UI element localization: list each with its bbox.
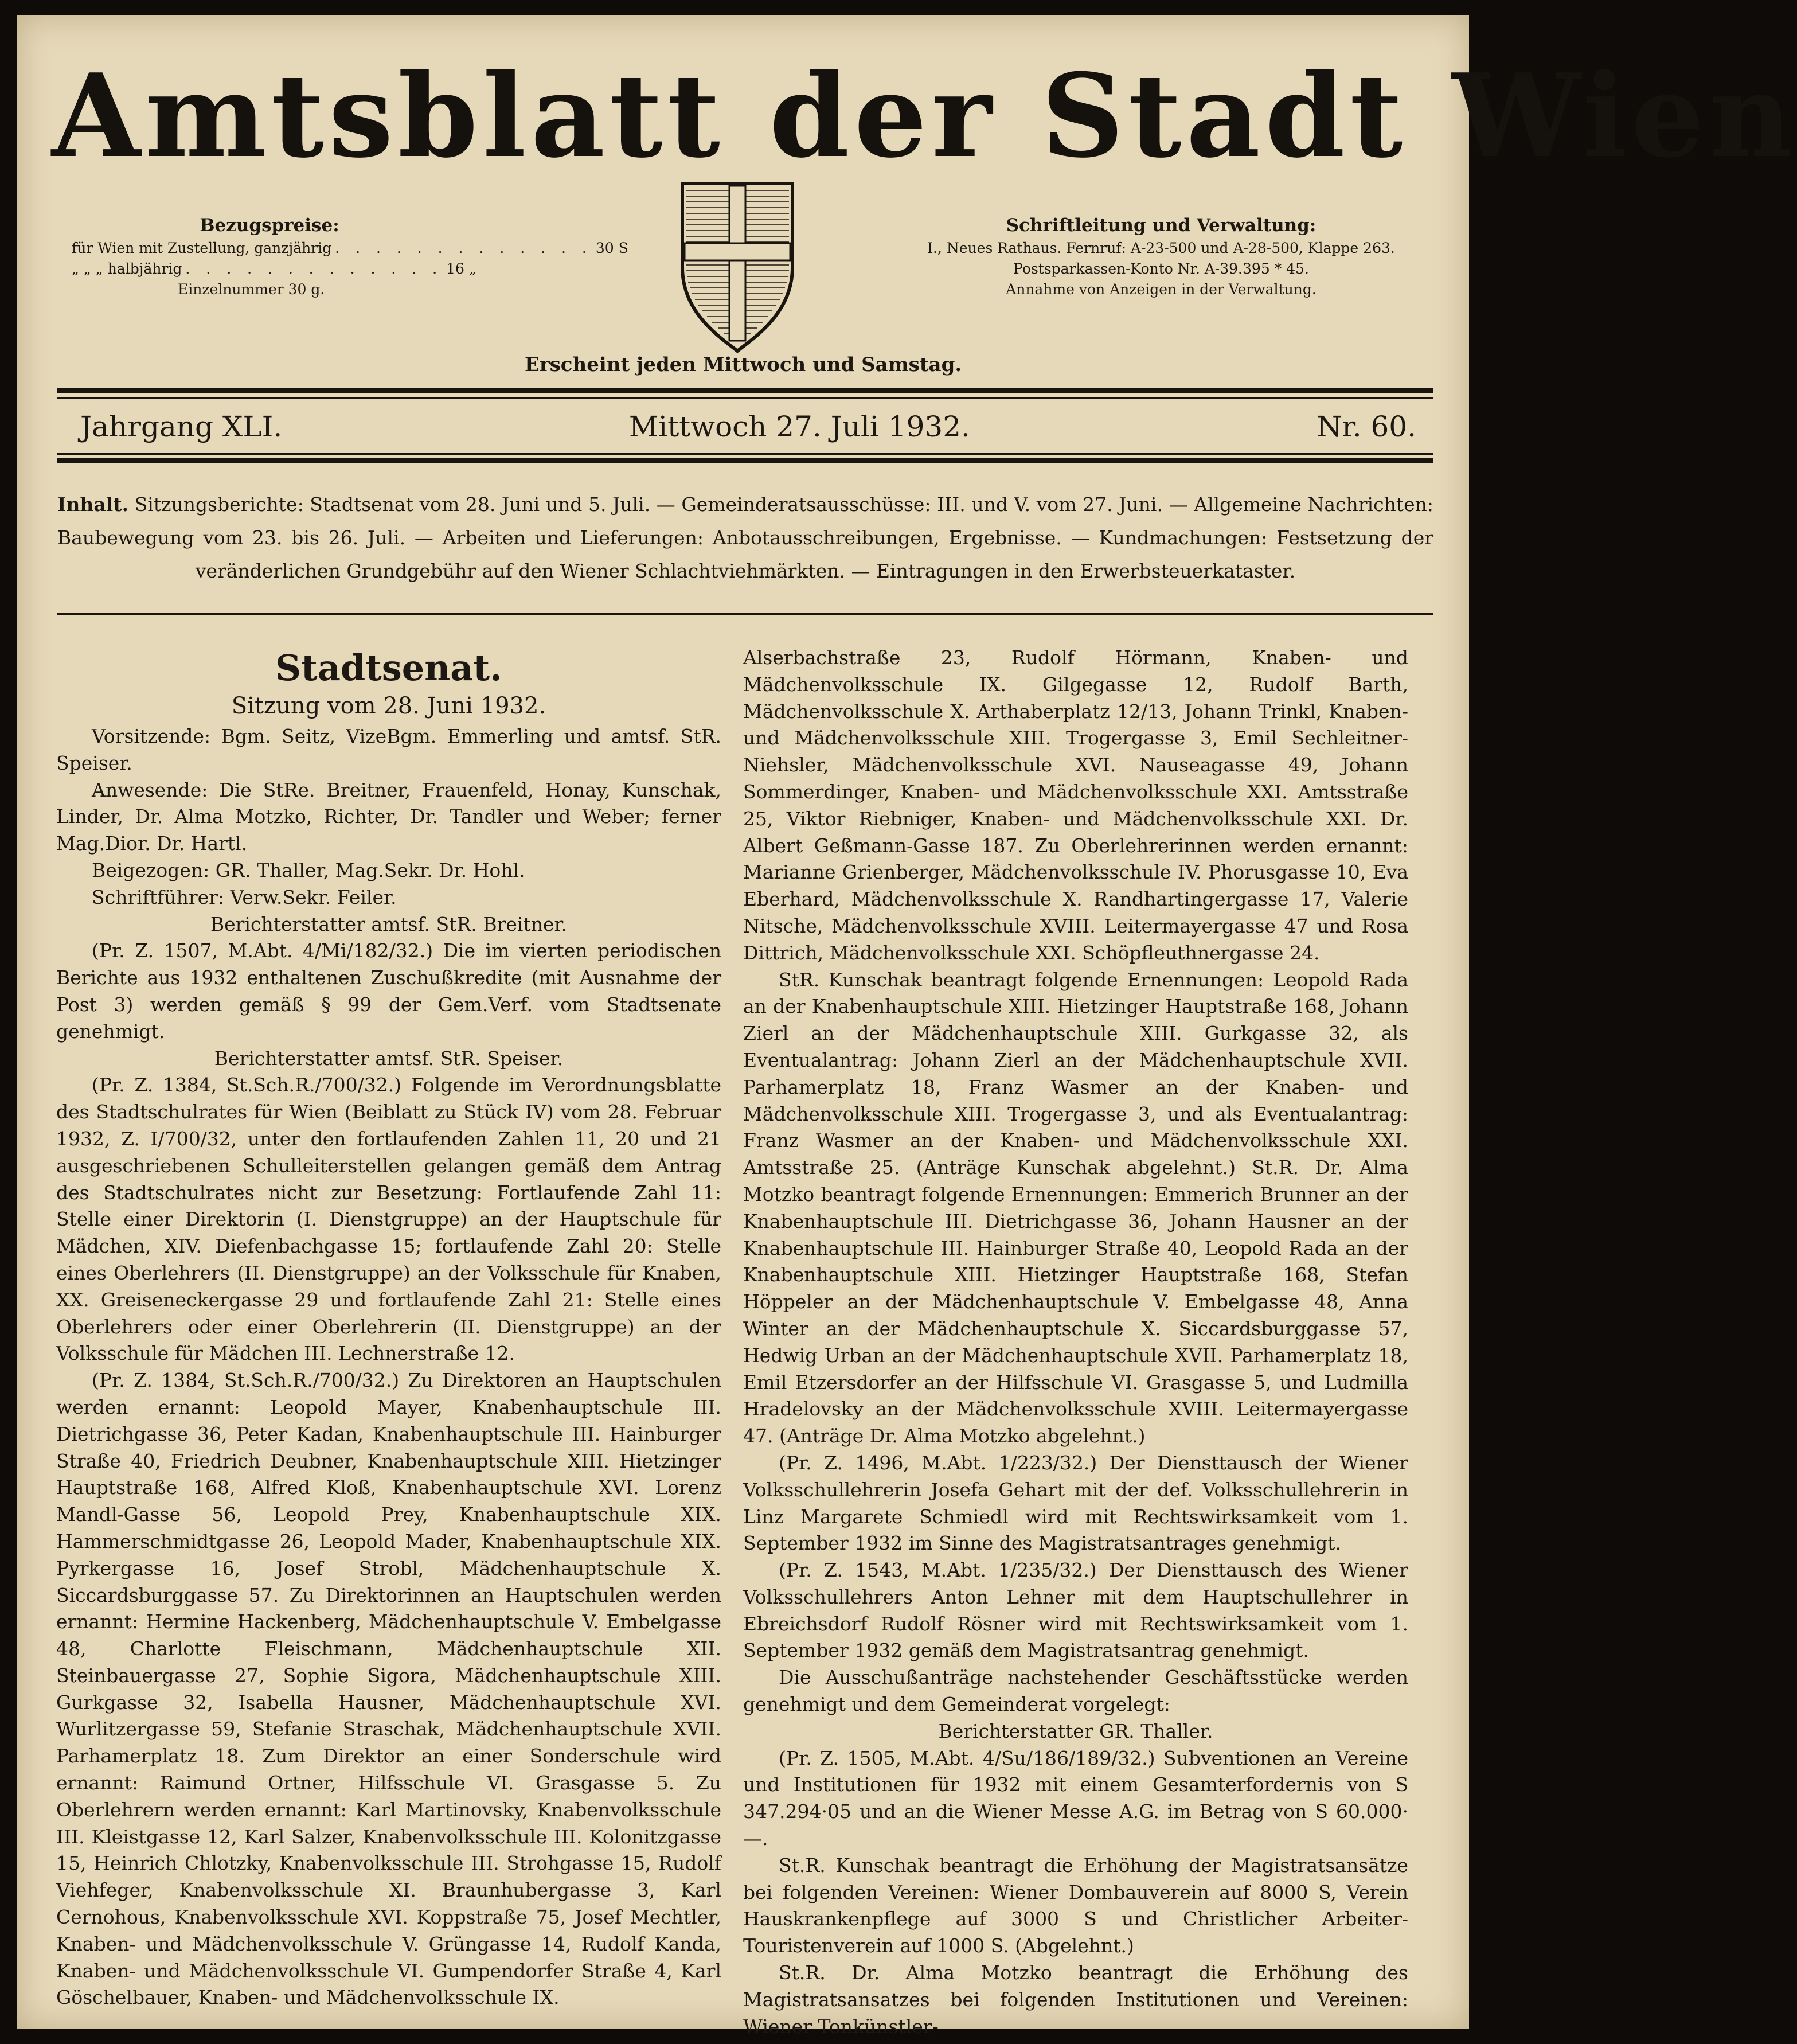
issue-date: Mittwoch 27. Juli 1932. xyxy=(628,410,970,443)
masthead-title: Amtsblatt der Stadt Wien xyxy=(52,49,1797,184)
paragraph: Alserbachstraße 23, Rudolf Hörmann, Knaben- und Mädchenvolksschule IX. Gilgegasse 12, Rudolf Barth, Mädchenvolksschule X. Arthaberplatz 12/13, Johann Trinkl, Knaben- und Mädchenvolksschule XIII. Trogergasse 3, Emil Sechleitner-Niehsler, Mädchenvolksschule XVI. Nauseagasse 49, Johann Sommerdinger, Knaben- und Mädchenvolksschule XXI. Amtsstraße 25, Viktor Riebniger, Knaben- und Mädchenvolksschule XXI. Dr. Albert Geßmann-Gasse 187. Zu Oberlehrerinnen werden ernannt: Marianne Grienberger, Mädchenvolksschule IV. Phorusgasse 10, Eva Eberhard, Mädchenvolksschule X. Randhartingergasse 17, Valerie Nitsche, Mädchenvolksschule XVIII. Leitermayergasse 47 und Rosa Dittrich, Mädchenvolksschule XXI. Schöpfleuthnergasse 24. xyxy=(743,646,1408,964)
paragraph: (Pr. Z. 1384, St.Sch.R./700/32.) Folgende im Verordnungsblatte des Stadtschulrates für Wien (Beiblatt zu Stück IV) vom 28. Februar 1932, Z. I/700/32, unter den fortlaufenden Zahlen 11, 20 und 21 ausgeschriebenen Schulleiterstellen gelangen gemäß dem Antrag des Stadtschulrates nicht zur Besetzung: Fortlaufende Zahl 11: Stelle einer Direktorin (I. Dienstgruppe) an der Hauptschule für Mädchen, XIV. Diefenbachgasse 15; fortlaufende Zahl 20: Stelle eines Oberlehrers (II. Dienstgruppe) an der Volksschule für Knaben, XX. Greiseneckergasse 29 und fortlaufende Zahl 21: Stelle eines Oberlehrers oder einer Oberlehrerin (II. Dienstgruppe) an der Volksschule für Mädchen III. Lechnerstraße 12. xyxy=(56,1074,721,1365)
issue-number: Nr. 60. xyxy=(1317,410,1416,443)
editorial-office xyxy=(903,213,1419,300)
paragraph: (Pr. Z. 1507, M.Abt. 4/Mi/182/32.) Die im vierten periodischen Berichte aus 1932 enthaltenen Zuschußkredite (mit Ausnahme der Post 3) werden gemäß § 99 der Gem.Verf. vom Stadtsenate genehmigt. xyxy=(56,939,721,1043)
divider xyxy=(57,458,1433,463)
price-amount: 30 S xyxy=(595,240,628,256)
reporter-heading: Berichterstatter amtsf. StR. Speiser. xyxy=(214,1047,564,1070)
volume-label: Jahrgang XLI. xyxy=(80,410,283,443)
paragraph: Schriftführer: Verw.Sekr. Feiler. xyxy=(92,886,397,908)
newspaper-page xyxy=(17,15,1797,2038)
table-of-contents xyxy=(57,488,1433,588)
subscription-prices xyxy=(72,213,628,300)
paragraph: (Pr. Z. 1384, St.Sch.R./700/32.) Zu Direktoren an Hauptschulen werden ernannt: Leopold Mayer, Knabenhauptschule III. Dietrichgasse 36, Peter Kadan, Knabenhauptschule III. Hainburger Straße 40, Friedrich Deubner, Knabenhauptschule XIII. Hietzinger Hauptstraße 168, Alfred Kloß, Knabenhauptschule XVI. Lorenz Mandl-Gasse 56, Leopold Prey, Knabenhauptschule XIX. Hammerschmidtgasse 26, Leopold Mader, Knabenhauptschule XIX. Pyrkergasse 16, Josef Strobl, Mädchenhauptschule X. Siccardsburggasse 57. Zu Direktorinnen an Hauptschulen werden ernannt: Hermine Hackenberg, Mädchenhauptschule V. Embelgasse 48, Charlotte Fleischmann, Mädchenhauptschule XII. Steinbauergasse 27, Sophie Sigora, Mädchenhauptschule XIII. Gurkgasse 32, Isabella Hausner, Mädchenhauptschule XVI. Wurlitzergasse 59, Stefanie Straschak, Mädchenhauptschule XVII. Parhamerplatz 18. Zum Direktor an einer Sonderschule wird ernannt: Raimund Ortner, Hilfsschule VI. Grasgasse 5. Zu Oberlehrern werden ernannt: Karl Martinovsky, Knabenvolksschule III. Kleistgasse 12, Karl Salzer, Knabenvolksschule III. Kolonitzgasse 15, Heinrich Chlotzky, Knabenvolksschule III. Strohgasse 15, Rudolf Viehfeger, Knabenvolksschule XI. Braunhubergasse 3, Karl Cernohous, Knabenvolksschule XVI. Koppstraße 75, Josef Mechtler, Knaben- und Mädchenvolksschule V. Grüngasse 14, Rudolf Kanda, Knaben- und Mädchenvolksschule VI. Gumpendorfer Straße 4, Karl Göschelbauer, Knaben- und Mädchenvolksschule IX. xyxy=(56,1369,721,2009)
section-title: Stadtsenat. xyxy=(275,647,502,689)
price-amount: 16 „ xyxy=(446,260,476,277)
paragraph: StR. Kunschak beantragt folgende Ernennungen: Leopold Rada an der Knabenhauptschule XIII. Hietzinger Hauptstraße 168, Johann Zierl an der Mädchenhauptschule XIII. Gurkgasse 32, als Eventualantrag: Johann Zierl an der Mädchenhauptschule XVII. Parhamerplatz 18, Franz Wasmer an der Knaben- und Mädchenvolksschule XIII. Trogergasse 3, und als Eventualantrag: Franz Wasmer an der Knaben- und Mädchenvolksschule XXI. Amtsstraße 25. (Anträge Kunschak abgelehnt.) St.R. Dr. Alma Motzko beantragt folgende Ernennungen: Emmerich Brunner an der Knabenhauptschule III. Dietrichgasse 36, Johann Hausner an der Knabenhauptschule III. Hainburger Straße 40, Leopold Rada an der Knabenhauptschule XIII. Hietzinger Hauptstraße 168, Stefan Höppeler an der Mädchenhauptschule V. Embelgasse 48, Anna Winter an der Mädchenhauptschule X. Siccardsburggasse 57, Hedwig Urban an der Mädchenhauptschule XVII. Parhamerplatz 18, Emil Etzersdorfer an der Hilfsschule VI. Grasgasse 5, und Ludmilla Hradelovsky an der Mädchenvolksschule XVIII. Leitermayergasse 47. (Anträge Dr. Alma Motzko abgelehnt.) xyxy=(743,968,1408,1448)
vienna-crest-icon xyxy=(680,181,795,353)
editorial-heading: Schriftleitung und Verwaltung: xyxy=(1006,215,1317,236)
paragraph: Beigezogen: GR. Thaller, Mag.Sekr. Dr. Hohl. xyxy=(92,859,525,881)
paragraph: St.R. Dr. Alma Motzko beantragt die Erhöhung des Magistratsansatzes bei folgenden Institutionen und Vereinen: Wiener Tonkünstler- xyxy=(743,1961,1408,2038)
divider xyxy=(57,453,1433,455)
editorial-ads: Annahme von Anzeigen in der Verwaltung. xyxy=(1006,281,1317,298)
divider xyxy=(57,397,1433,399)
price-label: für Wien mit Zustellung, ganzjährig xyxy=(72,240,332,256)
reporter-heading: Berichterstatter GR. Thaller. xyxy=(938,1719,1213,1742)
paragraph: (Pr. Z. 1505, M.Abt. 4/Su/186/189/32.) Subventionen an Vereine und Institutionen für 1932 mit einem Gesamterfordernis von S 347.294·05 und an die Wiener Messe A.G. im Betrag von S 60.000·—. xyxy=(743,1746,1408,1850)
issue-line xyxy=(80,406,1416,447)
publication-schedule: Erscheint jeden Mittwoch und Samstag. xyxy=(524,353,962,376)
contents-text: Sitzungsberichte: Stadtsenat vom 28. Juni und 5. Juli. — Gemeinderatsausschüsse: III. und V. vom 27. Juni. — Allgemeine Nachrichten: Baubewegung vom 23. bis 26. Juli. — Arbeiten und Lieferungen: Anbotausschreibungen, Ergebnisse. — Kundmachungen: Festsetzung der veränderlichen Grundgebühr auf den Wiener Schlachtviehmärkten. — Eintragungen in den Erwerbsteuerkataster. xyxy=(57,493,1433,582)
single-issue-price: Einzelnummer 30 g. xyxy=(178,281,325,298)
paragraph: Vorsitzende: Bgm. Seitz, VizeBgm. Emmerling und amtsf. StR. Speiser. xyxy=(56,725,721,774)
price-row-half: „ „ „ halbjährig . . . . . . . . . . . . . 16 „ xyxy=(72,259,416,279)
session-title: Sitzung vom 28. Juni 1932. xyxy=(231,693,546,719)
contents-label: Inhalt. xyxy=(57,493,129,516)
divider xyxy=(57,388,1433,393)
article-column-left xyxy=(56,643,721,2014)
prices-heading: Bezugspreise: xyxy=(200,215,339,236)
editorial-address: I., Neues Rathaus. Fernruf: A-23-500 und A-28-500, Klappe 263. xyxy=(927,240,1395,256)
price-label: „ „ „ halbjährig xyxy=(72,260,182,277)
paragraph: Die Ausschußanträge nachstehender Geschäftsstücke werden genehmigt und dem Gemeinderat vorgelegt: xyxy=(743,1666,1408,1716)
editorial-postal-account: Postsparkassen-Konto Nr. A-39.395 * 45. xyxy=(1013,260,1309,277)
reporter-heading: Berichterstatter amtsf. StR. Breitner. xyxy=(210,912,568,935)
paragraph: Anwesende: Die StRe. Breitner, Frauenfeld, Honay, Kunschak, Linder, Dr. Alma Motzko, Richter, Dr. Tandler und Weber; ferner Mag.Dior. Dr. Hartl. xyxy=(56,778,721,855)
paragraph: St.R. Kunschak beantragt die Erhöhung der Magistratsansätze bei folgenden Vereinen: Wiener Dombauverein auf 8000 S, Verein Hauskrankenpflege auf 3000 S und Christlicher Arbeiter-Touristenverein auf 1000 S. (Abgelehnt.) xyxy=(743,1854,1408,1957)
price-row-annual: für Wien mit Zustellung, ganzjährig . . . . . . . . . . . . . 30 S xyxy=(72,238,416,259)
paragraph: (Pr. Z. 1543, M.Abt. 1/235/32.) Der Diensttausch des Wiener Volksschullehrers Anton Lehner mit dem Hauptschullehrer in Ebreichsdorf Rudolf Rösner wird mit Rechtswirksamkeit vom 1. September 1932 gemäß dem Magistratsantrag genehmigt. xyxy=(743,1559,1408,1662)
article-column-right xyxy=(743,645,1408,2038)
paragraph: (Pr. Z. 1496, M.Abt. 1/223/32.) Der Diensttausch der Wiener Volksschullehrerin Josefa Gehart mit der def. Volksschullehrerin in Linz Margarete Schmiedl wird mit Rechtswirksamkeit vom 1. September 1932 im Sinne des Magistratsantrages genehmigt. xyxy=(743,1451,1408,1555)
divider xyxy=(57,613,1433,615)
